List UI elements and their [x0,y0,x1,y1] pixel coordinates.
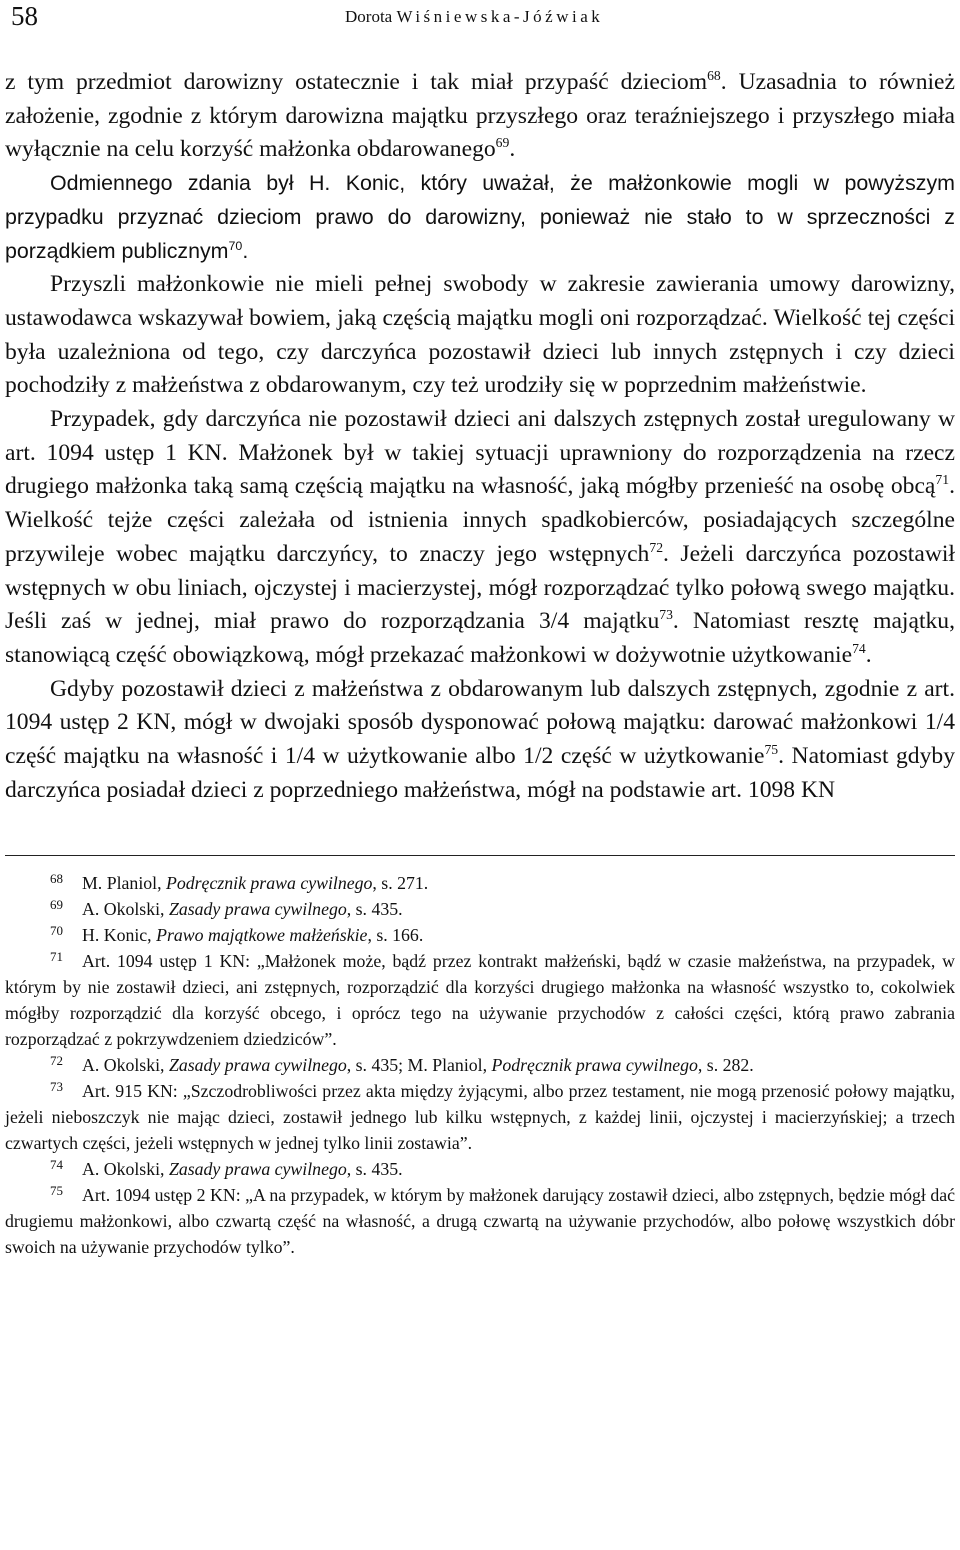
footnote-ref-73[interactable]: 73 [659,607,673,623]
paragraph-5: Gdyby pozostawił dzieci z małżeństwa z obdarowanym lub dalszych zstępnych, zgodnie z art. 1094 ustęp 2 KN, mógł w dwojaki sposób dysponować połową majątku: darować małżonkowi 1/4 część majątku na własność i 1/4 w użytkowanie albo 1/2 część w użytkowanie$^{75}$. Natomiast gdyby darczyńca posiadał dzieci z poprzedniego małżeństwa, mógł na podstawie art. 1098 KN [5,675,955,803]
footnote-ref-71[interactable]: 71 [935,472,950,488]
footnote-75: 75 Art. 1094 ustęp 2 KN: „A na przypadek, w którym by małżonek darujący zostawił dzieci, albo zstępnych, będzie mógł dać drugiemu małżonkowi, albo czwartą część na własność, a drugą czwartą na używanie przychodów, albo połowę wszystkich dóbr swoich na używanie przychodów tylko”. [5,1182,955,1258]
paragraph-2: Odmiennego zdania był H. Konic, który uważał, że małżonkowie mogli w powyższym przypadku przyznać dzieciom prawo do darowizny, ponieważ nie stało to w sprzeczności z porządkiem publicznym$^{70}$. [5,171,955,263]
footnote-72: 72 A. Okolski, Zasady prawa cywilnego, s. 435; M. Planiol, Podręcznik prawa cywilnego, s. 282. [50,1052,754,1076]
footnote-divider [5,855,955,856]
footnote-ref-72[interactable]: 72 [649,539,664,555]
footnote-ref-68[interactable]: 68 [707,68,721,84]
author-last-name: Wiśniewska-Jóźwiak [396,7,604,26]
footnote-74: 74 A. Okolski, Zasady prawa cywilnego, s. 435. [50,1156,403,1180]
footnote-ref-75[interactable]: 75 [764,742,779,758]
footnote-71: 71 Art. 1094 ustęp 1 KN: „Małżonek może, bądź przez kontrakt małżeński, bądź w czasie małżeństwa, na przypadek, w którym by nie zostawił dzieci, ani zstępnych, rozporządzić dla korzyści drugiego małżonka na własność wszystko to, cokolwiek mógłby rozporządzić dla korzyść obcego, i oprócz tego na używanie przychodów z całości części, którą prawo zabrania rozporządzać z pokrzywdzeniem dziedziców”. [5,948,955,1050]
footnote-70: 70 H. Konic, Prawo majątkowe małżeńskie, s. 166. [50,922,424,946]
paragraph-3: Przyszli małżonkowie nie mieli pełnej swobody w zakresie zawierania umowy darowizny, ustawodawca wskazywał bowiem, jaką częścią majątku mogli oni rozporządzać. Wielkość tej części była uzależniona od tego, czy darczyńca pozostawił dzieci lub innych zstępnych i czy dzieci pochodziły z małżeństwa z obdarowanym, czy też urodziły się w poprzednim małżeństwie. [5,271,955,399]
paragraph-1: z tym przedmiot darowizny ostatecznie i tak miał przypaść dzieciom$^{68}$. Uzasadnia to również założenie, zgodnie z którym darowizna majątku przyszłego oraz teraźniejszego i przyszłego miała wyłącznie na celu korzyść małżonka obdarowanego$^{69}$. [5,68,955,163]
page-header [5,0,955,44]
author-first-name: Dorota [345,7,393,26]
footnote-ref-69[interactable]: 69 [495,135,510,151]
main-text [5,66,955,807]
footnote-ref-74[interactable]: 74 [852,641,866,657]
footnote-73: 73 Art. 915 KN: „Szczodrobliwości przez akta między żyjącymi, albo przez testament, nie mogą przenosić połowy majątku, jeżeli nieboszczyk nie mając dzieci, zostawił jednego lub kilku wstępnych, z każdej linii, ojczystej i macierzyńskiej; a trzech czwartych części, jeżeli wstępnych w jednej tylko linii zostawia”. [5,1078,955,1154]
footnote-68: 68 M. Planiol, Podręcznik prawa cywilnego, s. 271. [50,870,429,894]
running-head [345,7,603,27]
page-number: 58 [11,1,38,31]
footnote-69: 69 A. Okolski, Zasady prawa cywilnego, s. 435. [50,896,403,920]
footnotes [5,870,955,1260]
footnote-ref-70[interactable]: 70 [228,238,243,253]
paragraph-4: Przypadek, gdy darczyńca nie pozostawił dzieci ani dalszych zstępnych został uregulowany w art. 1094 ustęp 1 KN. Małżonek był w takiej sytuacji uprawniony do rozporządzenia na rzecz drugiego małżonka taką samą częścią majątku na własność, jaką mógłby przenieść na osobę obcą$^{71}$. Wielkość tejże części zależała od istnienia innych spadkobierców, posiadających szczególne przywileje wobec majątku darczyńcy, to znaczy jego wstępnych$^{72}$. Jeżeli darczyńca pozostawił wstępnych w obu liniach, ojczystej i macierzystej, mógł rozporządzać tylko połową swego majątku. Jeśli zaś w jednej, miał prawo do rozporządzania 3/4 majątku$^{73}$. Natomiast resztę majątku, stanowiącą część obowiązkową, mógł przekazać małżonkowi w dożywotnie użytkowanie$^{74}$. [5,406,955,668]
